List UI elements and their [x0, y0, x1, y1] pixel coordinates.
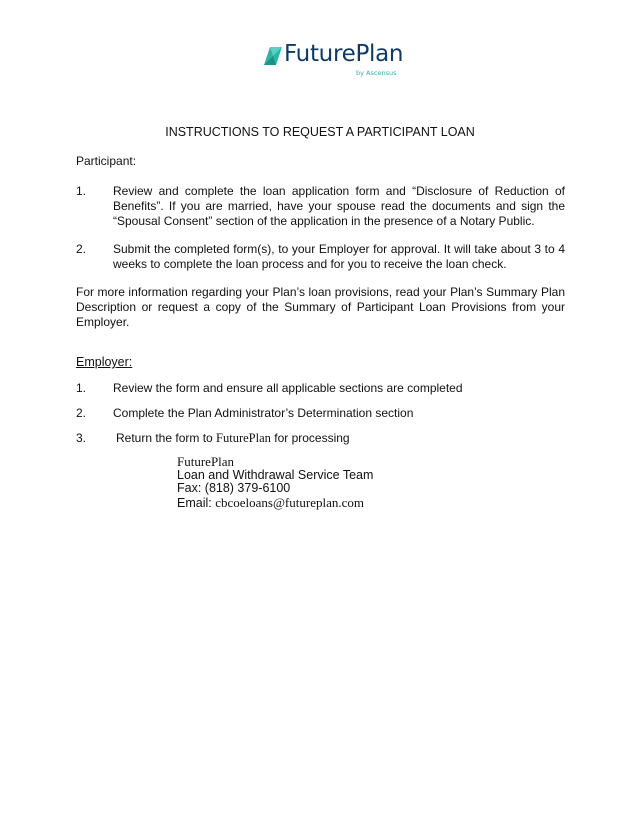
employer-item-3-text-start: Return the form to	[116, 431, 217, 445]
contact-company: FuturePlan	[177, 454, 235, 469]
contact-block	[177, 455, 373, 510]
employer-item-3-number: 3.	[76, 431, 87, 445]
contact-fax: Fax: (818) 379-6100	[177, 481, 291, 495]
employer-item-1-number: 1.	[76, 381, 87, 395]
employer-item-3-text-end: for processing	[270, 431, 350, 445]
logo-subtitle: by Ascensus	[356, 69, 397, 77]
contact-email-label: Email:	[177, 495, 216, 510]
futureplan-logo	[262, 41, 412, 81]
page-title: INSTRUCTIONS TO REQUEST A PARTICIPANT LOAN	[165, 125, 475, 139]
participant-heading: Participant:	[76, 154, 137, 168]
participant-item-1-number: 1.	[76, 184, 87, 198]
leaf-logo-icon	[262, 45, 284, 67]
employer-item-1-text: Review the form and ensure all applicable sections are completed	[113, 381, 463, 395]
employer-item-2-number: 2.	[76, 406, 87, 420]
more-info-paragraph: For more information regarding your Plan’s loan provisions, read your Plan’s Summary Plan Description or request a copy of the Summary of Participant Loan Provisions from your Employer.	[76, 285, 565, 329]
employer-item-3-text	[116, 431, 568, 446]
employer-heading: Employer:	[76, 355, 133, 369]
contact-team: Loan and Withdrawal Service Team	[177, 467, 374, 482]
logo-name: FuturePlan	[284, 41, 404, 67]
contact-email-line	[177, 496, 373, 511]
employer-item-2-text: Complete the Plan Administrator’s Determination section	[113, 406, 414, 420]
participant-item-2-number: 2.	[76, 242, 87, 256]
participant-item-2-text: Submit the completed form(s), to your Employer for approval. It will take about 3 to 4 weeks to complete the loan process and for you to receive the loan check.	[113, 242, 565, 271]
employer-item-3-brand: FuturePlan	[216, 431, 271, 445]
contact-email-link[interactable]: cbcoeloans@futureplan.com	[215, 494, 364, 510]
participant-item-1-text: Review and complete the loan application form and “Disclosure of Reduction of Benefits”. If you are married, have your spouse read the documents and sign the “Spousal Consent” section of the application in the presence of a Notary Public.	[113, 184, 565, 228]
